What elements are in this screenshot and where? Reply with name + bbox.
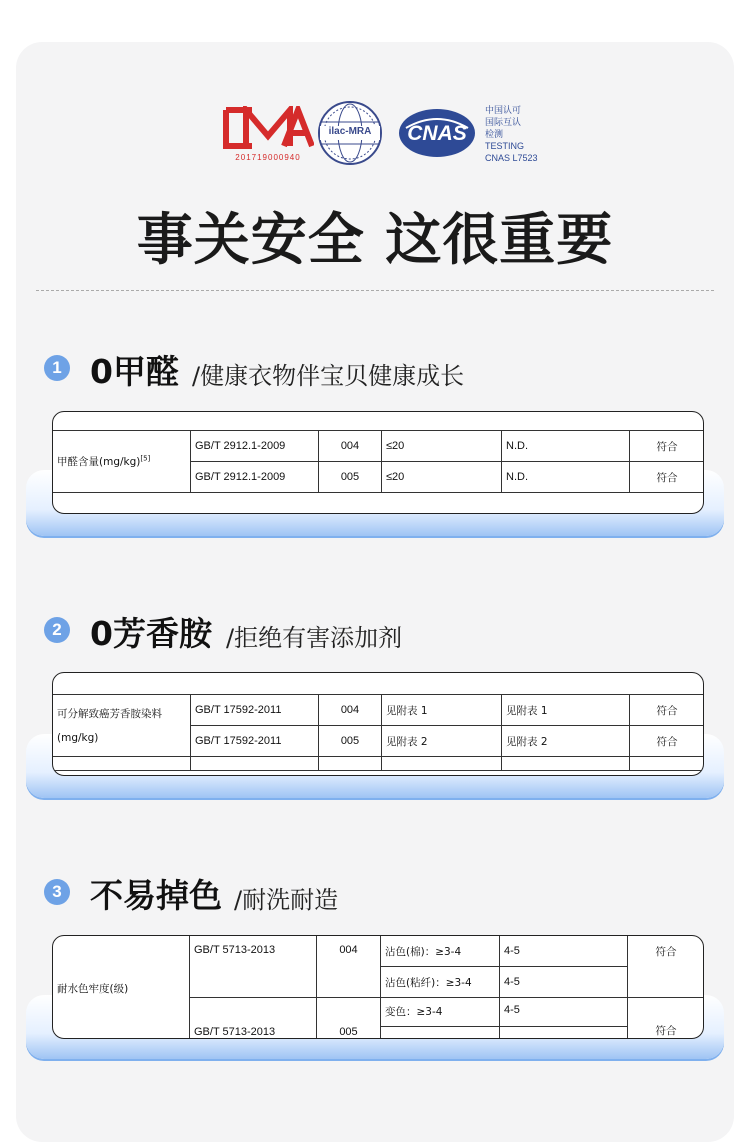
code-cell: 005 [319, 726, 382, 757]
section-number-badge: 1 [44, 355, 70, 381]
section-3-header [44, 872, 704, 916]
section-number-badge: 3 [44, 879, 70, 905]
standard-cell: GB/T 17592-2011 [191, 695, 319, 726]
section-title: 0芳香胺 [90, 614, 212, 653]
dashed-divider [36, 290, 714, 291]
standard-cell: GB/T 2912.1-2009 [191, 431, 319, 462]
cnas-caption [485, 104, 565, 164]
table-row [53, 695, 705, 726]
cnas-caption-line: 检测 [485, 129, 504, 139]
requirement-cell: 沾色(棉)：≥3-4 [381, 936, 500, 967]
cnas-logo [398, 108, 476, 158]
cma-mark-icon [222, 106, 314, 152]
requirement-cell: ≤20 [382, 462, 502, 493]
requirement-cell: ≤20 [382, 431, 502, 462]
test-item-cell [53, 695, 191, 757]
section-subtitle: /耐洗耐造 [234, 886, 339, 914]
test-item-unit: (mg/kg) [57, 731, 99, 744]
empty-cell [381, 1027, 500, 1040]
empty-cell [382, 757, 502, 771]
verdict-cell: 符合 [628, 998, 705, 1040]
page-headline: 事关安全 这很重要 [136, 208, 614, 273]
empty-cell [53, 757, 191, 771]
section-2-table-box [52, 672, 704, 776]
empty-cell [630, 757, 705, 771]
requirement-cell: 见附表 1 [382, 695, 502, 726]
code-cell: 004 [319, 431, 382, 462]
verdict-cell: 符合 [630, 695, 705, 726]
test-item-cell: 耐水色牢度(级) [53, 936, 190, 1040]
standard-cell: GB/T 5713-2013 [190, 936, 317, 998]
section-1-table-box [52, 411, 704, 514]
test-item-label: 甲醛含量(mg/kg) [57, 456, 141, 468]
footnote-ref: [5] [140, 454, 151, 463]
certification-logos [222, 100, 552, 170]
cma-logo [222, 106, 314, 166]
test-item-label: 可分解致癌芳香胺染料 [57, 707, 162, 720]
result-cell: 4-5 [500, 998, 628, 1027]
cnas-caption-line: CNAS L7523 [485, 153, 538, 163]
section-title: 0甲醛 [90, 352, 179, 391]
standard-cell: GB/T 17592-2011 [191, 726, 319, 757]
test-table [52, 430, 704, 493]
section-1-header [44, 348, 704, 392]
verdict-cell: 符合 [630, 462, 705, 493]
result-cell: N.D. [502, 431, 630, 462]
verdict-cell: 符合 [630, 726, 705, 757]
cnas-caption-line: 中国认可 [485, 105, 522, 115]
requirement-cell: 见附表 2 [382, 726, 502, 757]
code-cell: 004 [317, 936, 381, 998]
cnas-caption-line: 国际互认 [485, 117, 522, 127]
code-cell: 004 [319, 695, 382, 726]
section-number-badge: 2 [44, 617, 70, 643]
code-cell: 005 [319, 462, 382, 493]
verdict-cell: 符合 [628, 936, 705, 998]
section-3-table-box [52, 935, 704, 1039]
result-cell: 4-5 [500, 967, 628, 998]
section-subtitle: /健康衣物伴宝贝健康成长 [192, 362, 465, 390]
section-2-header [44, 610, 704, 654]
cnas-caption-line: TESTING [485, 141, 525, 151]
standard-cell: GB/T 5713-2013 [190, 998, 317, 1040]
cnas-text: CNAS [407, 122, 467, 145]
table-row [53, 431, 705, 462]
verdict-cell: 符合 [630, 431, 705, 462]
empty-cell [319, 757, 382, 771]
section-title: 不易掉色 [90, 876, 222, 915]
standard-cell: GB/T 2912.1-2009 [191, 462, 319, 493]
table-row [53, 936, 705, 967]
empty-cell [502, 757, 630, 771]
result-cell: N.D. [502, 462, 630, 493]
result-cell: 见附表 1 [502, 695, 630, 726]
section-subtitle: /拒绝有害添加剂 [226, 624, 403, 652]
ilac-text: ilac-MRA [328, 126, 372, 137]
test-table [52, 935, 704, 1039]
code-cell: 005 [317, 998, 381, 1040]
result-cell: 见附表 2 [502, 726, 630, 757]
empty-cell [500, 1027, 628, 1040]
test-item-cell [53, 431, 191, 493]
test-table [52, 694, 704, 771]
requirement-cell: 变色：≥3-4 [381, 998, 500, 1027]
result-cell: 4-5 [500, 936, 628, 967]
empty-cell [191, 757, 319, 771]
table-row-partial [53, 757, 705, 771]
requirement-cell: 沾色(粘纤)：≥3-4 [381, 967, 500, 998]
ilac-mra-logo [317, 100, 383, 166]
cma-number: 201719000940 [235, 153, 301, 162]
